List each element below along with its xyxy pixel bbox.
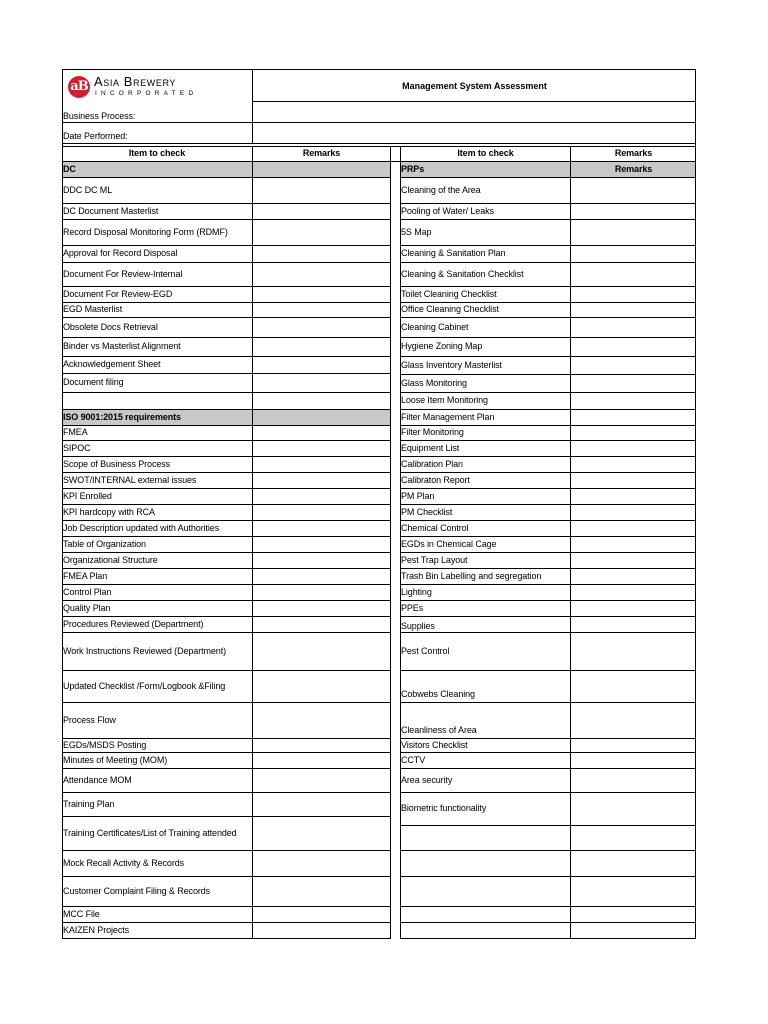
checklist-item: Record Disposal Monitoring Form (RDMF) bbox=[63, 227, 228, 237]
remarks-cell[interactable] bbox=[253, 440, 390, 456]
remarks-cell[interactable] bbox=[571, 600, 695, 616]
checklist-item: Office Cleaning Checklist bbox=[401, 304, 499, 314]
remarks-cell[interactable] bbox=[253, 262, 390, 286]
checklist-item: Cleaning of the Area bbox=[401, 185, 481, 195]
remarks-cell[interactable] bbox=[571, 425, 695, 440]
left-col-item-header: Item to check bbox=[128, 148, 186, 158]
logo-name: Asia Brewery bbox=[94, 74, 176, 89]
checklist-item: Equipment List bbox=[401, 443, 460, 453]
checklist-item: Cleanliness of Area bbox=[401, 725, 477, 735]
remarks-cell[interactable] bbox=[571, 738, 695, 752]
checklist-item: Biometric functionality bbox=[401, 803, 487, 813]
checklist-item: Customer Complaint Filing & Records bbox=[63, 886, 211, 896]
checklist-item: Document filing bbox=[63, 377, 124, 387]
checklist-item: Cleaning & Sanitation Plan bbox=[401, 248, 506, 258]
checklist-item: Calibraton Report bbox=[401, 475, 470, 485]
checklist-item: Scope of Business Process bbox=[63, 459, 171, 469]
remarks-cell[interactable] bbox=[253, 373, 390, 392]
checklist-item: 5S Map bbox=[401, 227, 432, 237]
checklist-item: Approval for Record Disposal bbox=[63, 248, 178, 258]
section-label: ISO 9001:2015 requirements bbox=[63, 412, 181, 422]
remarks-cell[interactable] bbox=[571, 552, 695, 568]
checklist-item: SWOT/INTERNAL external issues bbox=[63, 475, 197, 485]
remarks-cell[interactable] bbox=[571, 850, 695, 876]
remarks-cell[interactable] bbox=[571, 616, 695, 632]
checklist-item: Loose Item Monitoring bbox=[401, 395, 488, 405]
remarks-cell[interactable] bbox=[571, 792, 695, 825]
checklist-item: Cleaning & Sanitation Checklist bbox=[401, 269, 524, 279]
checklist-item: MCC File bbox=[63, 909, 100, 919]
remarks-cell[interactable] bbox=[253, 177, 390, 203]
checklist-item: Glass Monitoring bbox=[401, 378, 467, 388]
checklist-item: Attendance MOM bbox=[63, 775, 132, 785]
checklist-item: CCTV bbox=[401, 755, 426, 765]
remarks-cell[interactable] bbox=[571, 922, 695, 938]
remarks-cell[interactable] bbox=[253, 922, 390, 938]
remarks-cell[interactable] bbox=[571, 825, 695, 850]
remarks-cell[interactable] bbox=[571, 337, 695, 356]
date-performed-border bbox=[62, 143, 696, 144]
remarks-cell[interactable] bbox=[253, 584, 390, 600]
checklist-item: Job Description updated with Authorities bbox=[63, 523, 220, 533]
remarks-cell[interactable] bbox=[253, 425, 390, 440]
checklist-item: Lighting bbox=[401, 587, 432, 597]
remarks-cell[interactable] bbox=[571, 203, 695, 219]
remarks-cell[interactable] bbox=[253, 504, 390, 520]
remarks-cell[interactable] bbox=[253, 356, 390, 373]
business-process-label: Business Process: bbox=[63, 111, 136, 121]
logo-subtitle: INCORPORATED bbox=[95, 90, 198, 97]
checklist-item: Updated Checklist /Form/Logbook &Filing bbox=[63, 681, 226, 691]
remarks-cell[interactable] bbox=[571, 520, 695, 536]
checklist-item: Organizational Structure bbox=[63, 555, 158, 565]
remarks-cell[interactable] bbox=[571, 702, 695, 738]
remarks-cell[interactable] bbox=[571, 162, 695, 177]
remarks-cell[interactable] bbox=[571, 356, 695, 374]
checklist-item: PM Checklist bbox=[401, 507, 453, 517]
remarks-cell[interactable] bbox=[571, 286, 695, 302]
remarks-cell[interactable] bbox=[253, 456, 390, 472]
remarks-cell[interactable] bbox=[571, 472, 695, 488]
remarks-cell[interactable] bbox=[253, 632, 390, 670]
checklist-item: Binder vs Masterlist Alignment bbox=[63, 341, 181, 351]
checklist-item: KPI Enrolled bbox=[63, 491, 112, 501]
checklist-item: Pest Control bbox=[401, 646, 450, 656]
checklist-item: Table of Organization bbox=[63, 539, 146, 549]
checklist-item: EGDs/MSDS Posting bbox=[63, 740, 147, 750]
remarks-cell[interactable] bbox=[253, 409, 390, 425]
remarks-cell[interactable] bbox=[253, 317, 390, 337]
company-logo bbox=[68, 75, 218, 101]
checklist-item: Pooling of Water/ Leaks bbox=[401, 206, 494, 216]
business-process-border bbox=[62, 122, 696, 123]
header-divider bbox=[252, 69, 253, 144]
checklist-item: Supplies bbox=[401, 621, 435, 631]
checklist-item: Training Plan bbox=[63, 799, 115, 809]
checklist-item: Filter Monitoring bbox=[401, 427, 464, 437]
checklist-item: Visitors Checklist bbox=[401, 740, 468, 750]
left-table-right-border bbox=[390, 146, 391, 939]
remarks-cell[interactable] bbox=[253, 670, 390, 702]
remarks-cell[interactable] bbox=[253, 876, 390, 906]
remarks-cell[interactable] bbox=[253, 337, 390, 356]
checklist-item: PPEs bbox=[401, 603, 424, 613]
checklist-item: Training Certificates/List of Training attended bbox=[63, 828, 237, 838]
checklist-item: FMEA bbox=[63, 427, 88, 437]
remarks-cell[interactable] bbox=[253, 816, 390, 850]
left-row-border bbox=[62, 938, 391, 939]
remarks-cell[interactable] bbox=[571, 219, 695, 245]
remarks-cell[interactable] bbox=[571, 488, 695, 504]
remarks-cell[interactable] bbox=[571, 752, 695, 768]
checklist-item: KPI hardcopy with RCA bbox=[63, 507, 155, 517]
section-remarks-label: Remarks bbox=[614, 164, 653, 174]
checklist-item: Chemical Control bbox=[401, 523, 469, 533]
remarks-cell[interactable] bbox=[571, 768, 695, 792]
remarks-cell[interactable] bbox=[253, 203, 390, 219]
remarks-cell[interactable] bbox=[253, 162, 390, 177]
remarks-cell[interactable] bbox=[253, 302, 390, 317]
logo-mark: aB bbox=[68, 76, 90, 98]
remarks-cell[interactable] bbox=[253, 616, 390, 632]
remarks-cell[interactable] bbox=[571, 632, 695, 670]
checklist-item: Document For Review-Internal bbox=[63, 269, 183, 279]
header-top-border bbox=[62, 69, 696, 70]
remarks-cell[interactable] bbox=[571, 670, 695, 702]
checklist-item: Mock Recall Activity & Records bbox=[63, 858, 185, 868]
remarks-cell[interactable] bbox=[571, 177, 695, 203]
page-title: Management System Assessment bbox=[402, 81, 547, 91]
remarks-cell[interactable] bbox=[253, 738, 390, 752]
remarks-cell[interactable] bbox=[571, 906, 695, 922]
remarks-cell[interactable] bbox=[253, 472, 390, 488]
checklist-item: KAIZEN Projects bbox=[63, 925, 130, 935]
remarks-cell[interactable] bbox=[571, 409, 695, 425]
remarks-cell[interactable] bbox=[253, 768, 390, 792]
checklist-item: Toilet Cleaning Checklist bbox=[401, 289, 497, 299]
checklist-item: Area security bbox=[401, 775, 453, 785]
right-col-item-header: Item to check bbox=[457, 148, 514, 158]
checklist-item: FMEA Plan bbox=[63, 571, 108, 581]
remarks-cell[interactable] bbox=[571, 456, 695, 472]
checklist-item: Pest Trap Layout bbox=[401, 555, 468, 565]
remarks-cell[interactable] bbox=[253, 488, 390, 504]
date-performed-label: Date Performed: bbox=[63, 131, 128, 141]
remarks-cell[interactable] bbox=[571, 392, 695, 409]
remarks-cell[interactable] bbox=[571, 374, 695, 392]
remarks-cell[interactable] bbox=[253, 792, 390, 816]
checklist-item: Trash Bin Labelling and segregation bbox=[401, 571, 542, 581]
right-col-remarks-header: Remarks bbox=[614, 148, 653, 158]
remarks-cell[interactable] bbox=[571, 317, 695, 337]
remarks-cell[interactable] bbox=[253, 906, 390, 922]
title-bottom-border bbox=[252, 101, 696, 102]
checklist-item: Cobwebs Cleaning bbox=[401, 689, 475, 699]
checklist-item: DC Document Masterlist bbox=[63, 206, 159, 216]
remarks-cell[interactable] bbox=[571, 584, 695, 600]
checklist-item: Quality Plan bbox=[63, 603, 111, 613]
checklist-item: Filter Management Plan bbox=[401, 412, 495, 422]
checklist-item: Procedures Reviewed (Department) bbox=[63, 619, 204, 629]
remarks-cell[interactable] bbox=[253, 752, 390, 768]
remarks-cell[interactable] bbox=[253, 702, 390, 738]
checklist-item: Obsolete Docs Retrieval bbox=[63, 322, 158, 332]
remarks-cell[interactable] bbox=[253, 536, 390, 552]
checklist-item: Work Instructions Reviewed (Department) bbox=[63, 646, 226, 656]
remarks-cell[interactable] bbox=[571, 876, 695, 906]
checklist-item: Document For Review-EGD bbox=[63, 289, 173, 299]
checklist-item: Process Flow bbox=[63, 715, 116, 725]
remarks-cell[interactable] bbox=[571, 440, 695, 456]
checklist-item: EGDs in Chemical Cage bbox=[401, 539, 497, 549]
checklist-item: Hygiene Zoning Map bbox=[401, 341, 483, 351]
checklist-item: Control Plan bbox=[63, 587, 112, 597]
remarks-cell[interactable] bbox=[253, 568, 390, 584]
checklist-item: Glass Inventory Masterlist bbox=[401, 360, 502, 370]
remarks-cell[interactable] bbox=[253, 245, 390, 262]
left-col-remarks-header: Remarks bbox=[302, 148, 341, 158]
remarks-cell[interactable] bbox=[253, 219, 390, 245]
remarks-cell[interactable] bbox=[571, 504, 695, 520]
section-label: PRPs bbox=[401, 164, 425, 174]
checklist-item: Calibration Plan bbox=[401, 459, 463, 469]
section-label: DC bbox=[63, 164, 76, 174]
remarks-cell[interactable] bbox=[253, 520, 390, 536]
checklist-item: Acknowledgement Sheet bbox=[63, 359, 161, 369]
remarks-cell[interactable] bbox=[571, 245, 695, 262]
remarks-cell[interactable] bbox=[571, 536, 695, 552]
checklist-item: EGD Masterlist bbox=[63, 304, 123, 314]
remarks-cell[interactable] bbox=[253, 600, 390, 616]
remarks-cell[interactable] bbox=[571, 568, 695, 584]
right-row-border bbox=[400, 938, 696, 939]
remarks-cell[interactable] bbox=[253, 392, 390, 409]
checklist-item: Cleaning Cabinet bbox=[401, 322, 469, 332]
checklist-item: PM Plan bbox=[401, 491, 435, 501]
remarks-cell[interactable] bbox=[253, 552, 390, 568]
remarks-cell[interactable] bbox=[571, 302, 695, 317]
checklist-item: SIPOC bbox=[63, 443, 91, 453]
remarks-cell[interactable] bbox=[253, 850, 390, 876]
remarks-cell[interactable] bbox=[253, 286, 390, 302]
column-header-top-border bbox=[62, 146, 696, 147]
remarks-cell[interactable] bbox=[571, 262, 695, 286]
checklist-item: Minutes of Meeting (MOM) bbox=[63, 755, 168, 765]
checklist-item: DDC DC ML bbox=[63, 185, 113, 195]
